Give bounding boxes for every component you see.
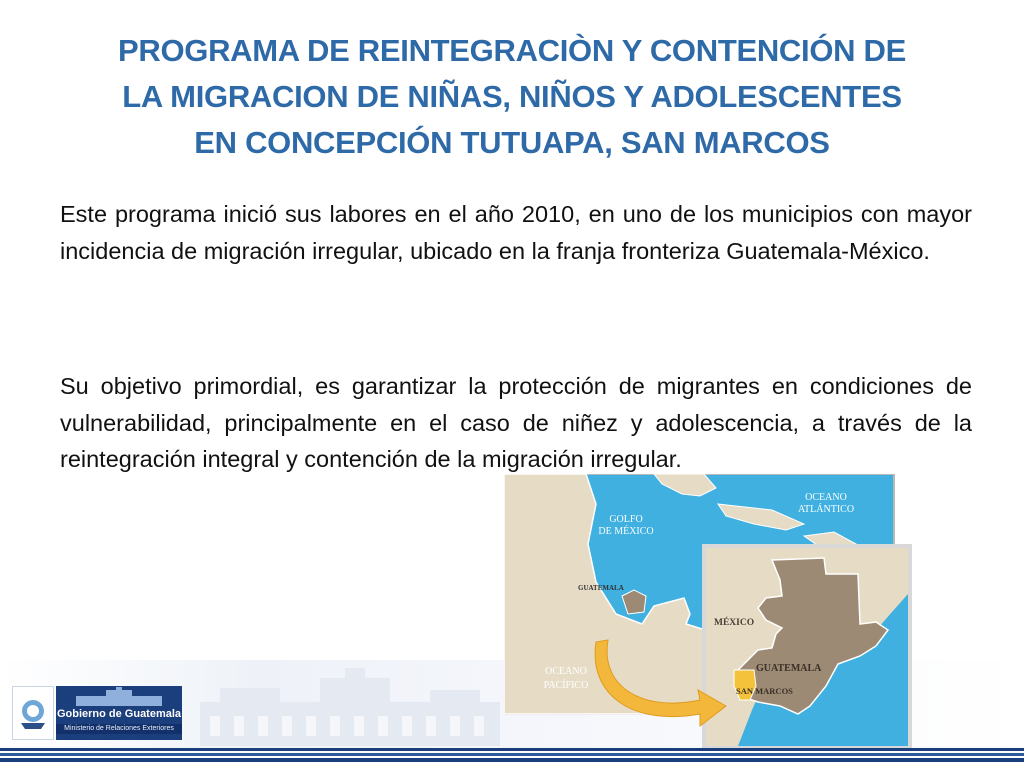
- footer-stripe-3: [0, 758, 1024, 762]
- logo-name: Gobierno de Guatemala: [56, 708, 182, 720]
- label-mexico: MÉXICO: [714, 618, 755, 628]
- slide-title: [40, 28, 984, 166]
- label-gulf-line2: DE MÉXICO: [598, 526, 654, 537]
- intro-paragraph: Este programa inició sus labores en el año 2010, en uno de los municipios con mayor incidencia de migración irregular, ubicado en la franja fronteriza Guatemala-México.: [60, 201, 972, 264]
- label-gulf-line1: GOLFO: [609, 514, 643, 525]
- footer-stripe-1: [0, 748, 1024, 751]
- footer-stripe-2: [0, 753, 1024, 756]
- guatemala-location-map: [504, 474, 912, 750]
- logo-banner: [56, 686, 182, 740]
- footer-stripes: [0, 748, 1024, 768]
- title-line-3: EN CONCEPCIÓN TUTUAPA, SAN MARCOS: [194, 125, 830, 160]
- label-pacific-line1: OCEANO: [545, 666, 587, 677]
- label-atlantic-line2: ATLÁNTICO: [797, 504, 855, 515]
- government-logo: [12, 686, 182, 740]
- label-san-marcos: SAN MARCOS: [736, 686, 793, 696]
- title-line-2: LA MIGRACION DE NIÑAS, NIÑOS Y ADOLESCENTES: [122, 79, 902, 114]
- label-guatemala-small: GUATEMALA: [578, 584, 624, 592]
- label-atlantic-line1: OCEANO: [805, 492, 847, 503]
- palace-icon: [56, 686, 182, 708]
- label-guatemala: GUATEMALA: [756, 663, 822, 674]
- coat-of-arms-icon: [12, 686, 54, 740]
- objective-paragraph: Su objetivo primordial, es garantizar la protección de migrantes en condiciones de vulnerabilidad, principalmente en el caso de niñez y adolescencia, a través de la reintegración integral y contención de la migración irregular.: [60, 373, 972, 472]
- logo-ministry: Ministerio de Relaciones Exteriores: [56, 724, 182, 734]
- footer-building-watermark: [200, 668, 500, 746]
- title-line-1: PROGRAMA DE REINTEGRACIÒN Y CONTENCIÓN DE: [117, 33, 907, 68]
- label-pacific-line2: PACÍFICO: [543, 680, 589, 691]
- zoom-inset: [704, 546, 910, 748]
